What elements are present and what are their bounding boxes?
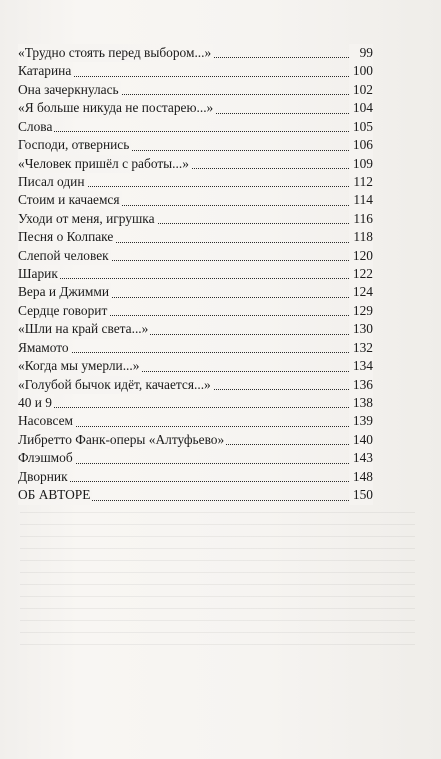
toc-entry	[18, 339, 373, 357]
toc-entry	[18, 210, 373, 228]
toc-entry	[18, 247, 373, 265]
toc-entry	[18, 191, 373, 209]
toc-entry-title: «Голубой бычок идёт, качается...»	[18, 376, 213, 394]
toc-entry-page-number: 106	[349, 136, 373, 154]
toc-entry-title: Слова	[18, 118, 54, 136]
toc-entry-title: Шарик	[18, 265, 60, 283]
toc-entry-page-number: 109	[349, 155, 373, 173]
toc-entry-title: «Человек пришёл с работы...»	[18, 155, 191, 173]
toc-entry-page-number: 136	[349, 376, 373, 394]
toc-entry	[18, 320, 373, 338]
toc-entry	[18, 81, 373, 99]
toc-entry-page-number: 138	[349, 394, 373, 412]
toc-entry-page-number: 100	[349, 62, 373, 80]
toc-entry-title: Вера и Джимми	[18, 283, 111, 301]
toc-entry-page-number: 143	[349, 449, 373, 467]
toc-entry	[18, 265, 373, 283]
toc-entry-title: Она зачеркнулась	[18, 81, 121, 99]
toc-entry-page-number: 105	[349, 118, 373, 136]
toc-entry	[18, 376, 373, 394]
toc-entry	[18, 283, 373, 301]
toc-entry-page-number: 130	[349, 320, 373, 338]
toc-entry	[18, 228, 373, 246]
toc-entry-page-number: 148	[349, 468, 373, 486]
toc-entry-title: Ямамото	[18, 339, 71, 357]
toc-entry	[18, 468, 373, 486]
toc-entry-title: «Когда мы умерли...»	[18, 357, 141, 375]
toc-entry	[18, 44, 373, 62]
toc-entry	[18, 302, 373, 320]
toc-entry-page-number: 124	[349, 283, 373, 301]
toc-entry-page-number: 104	[349, 99, 373, 117]
toc-entry-title: Господи, отвернись	[18, 136, 131, 154]
toc-entry-page-number: 102	[349, 81, 373, 99]
toc-entry-page-number: 120	[349, 247, 373, 265]
table-of-contents	[18, 44, 373, 505]
toc-entry-title: «Трудно стоять перед выбором...»	[18, 44, 213, 62]
toc-entry	[18, 118, 373, 136]
toc-entry-title: Катарина	[18, 62, 73, 80]
toc-entry-title: Сердце говорит	[18, 302, 109, 320]
toc-entry-page-number: 140	[349, 431, 373, 449]
toc-entry-page-number: 116	[349, 210, 373, 228]
toc-entry-title: ОБ АВТОРЕ	[18, 486, 92, 504]
toc-entry-title: Уходи от меня, игрушка	[18, 210, 157, 228]
toc-entry-page-number: 122	[349, 265, 373, 283]
toc-entry-title: Слепой человек	[18, 247, 111, 265]
toc-entry-title: Стоим и качаемся	[18, 191, 122, 209]
toc-entry-title: Флэшмоб	[18, 449, 75, 467]
toc-entry-title: Песня о Колпаке	[18, 228, 115, 246]
toc-entry	[18, 136, 373, 154]
toc-entry-page-number: 132	[349, 339, 373, 357]
dot-leader	[18, 277, 349, 279]
dot-leader	[18, 406, 349, 408]
toc-entry-page-number: 139	[349, 412, 373, 430]
toc-entry	[18, 486, 373, 504]
toc-entry-title: Дворник	[18, 468, 70, 486]
toc-entry-title: Писал один	[18, 173, 87, 191]
toc-entry	[18, 99, 373, 117]
toc-entry-page-number: 129	[349, 302, 373, 320]
toc-entry-page-number: 114	[349, 191, 373, 209]
toc-entry	[18, 412, 373, 430]
toc-entry-title: 40 и 9	[18, 394, 54, 412]
toc-entry	[18, 449, 373, 467]
toc-entry-title: Насовсем	[18, 412, 75, 430]
toc-entry	[18, 173, 373, 191]
toc-entry-page-number: 112	[349, 173, 373, 191]
toc-entry	[18, 357, 373, 375]
toc-entry-title: Либретто Фанк-оперы «Алтуфьево»	[18, 431, 226, 449]
dot-leader	[18, 130, 349, 132]
toc-entry-page-number: 99	[349, 44, 373, 62]
toc-entry	[18, 431, 373, 449]
show-through-text	[20, 505, 415, 645]
toc-entry	[18, 155, 373, 173]
toc-entry-page-number: 118	[349, 228, 373, 246]
toc-entry	[18, 394, 373, 412]
toc-entry-page-number: 150	[349, 486, 373, 504]
toc-entry-title: «Я больше никуда не постарею...»	[18, 99, 215, 117]
toc-entry	[18, 62, 373, 80]
toc-entry-title: «Шли на край света...»	[18, 320, 150, 338]
toc-entry-page-number: 134	[349, 357, 373, 375]
